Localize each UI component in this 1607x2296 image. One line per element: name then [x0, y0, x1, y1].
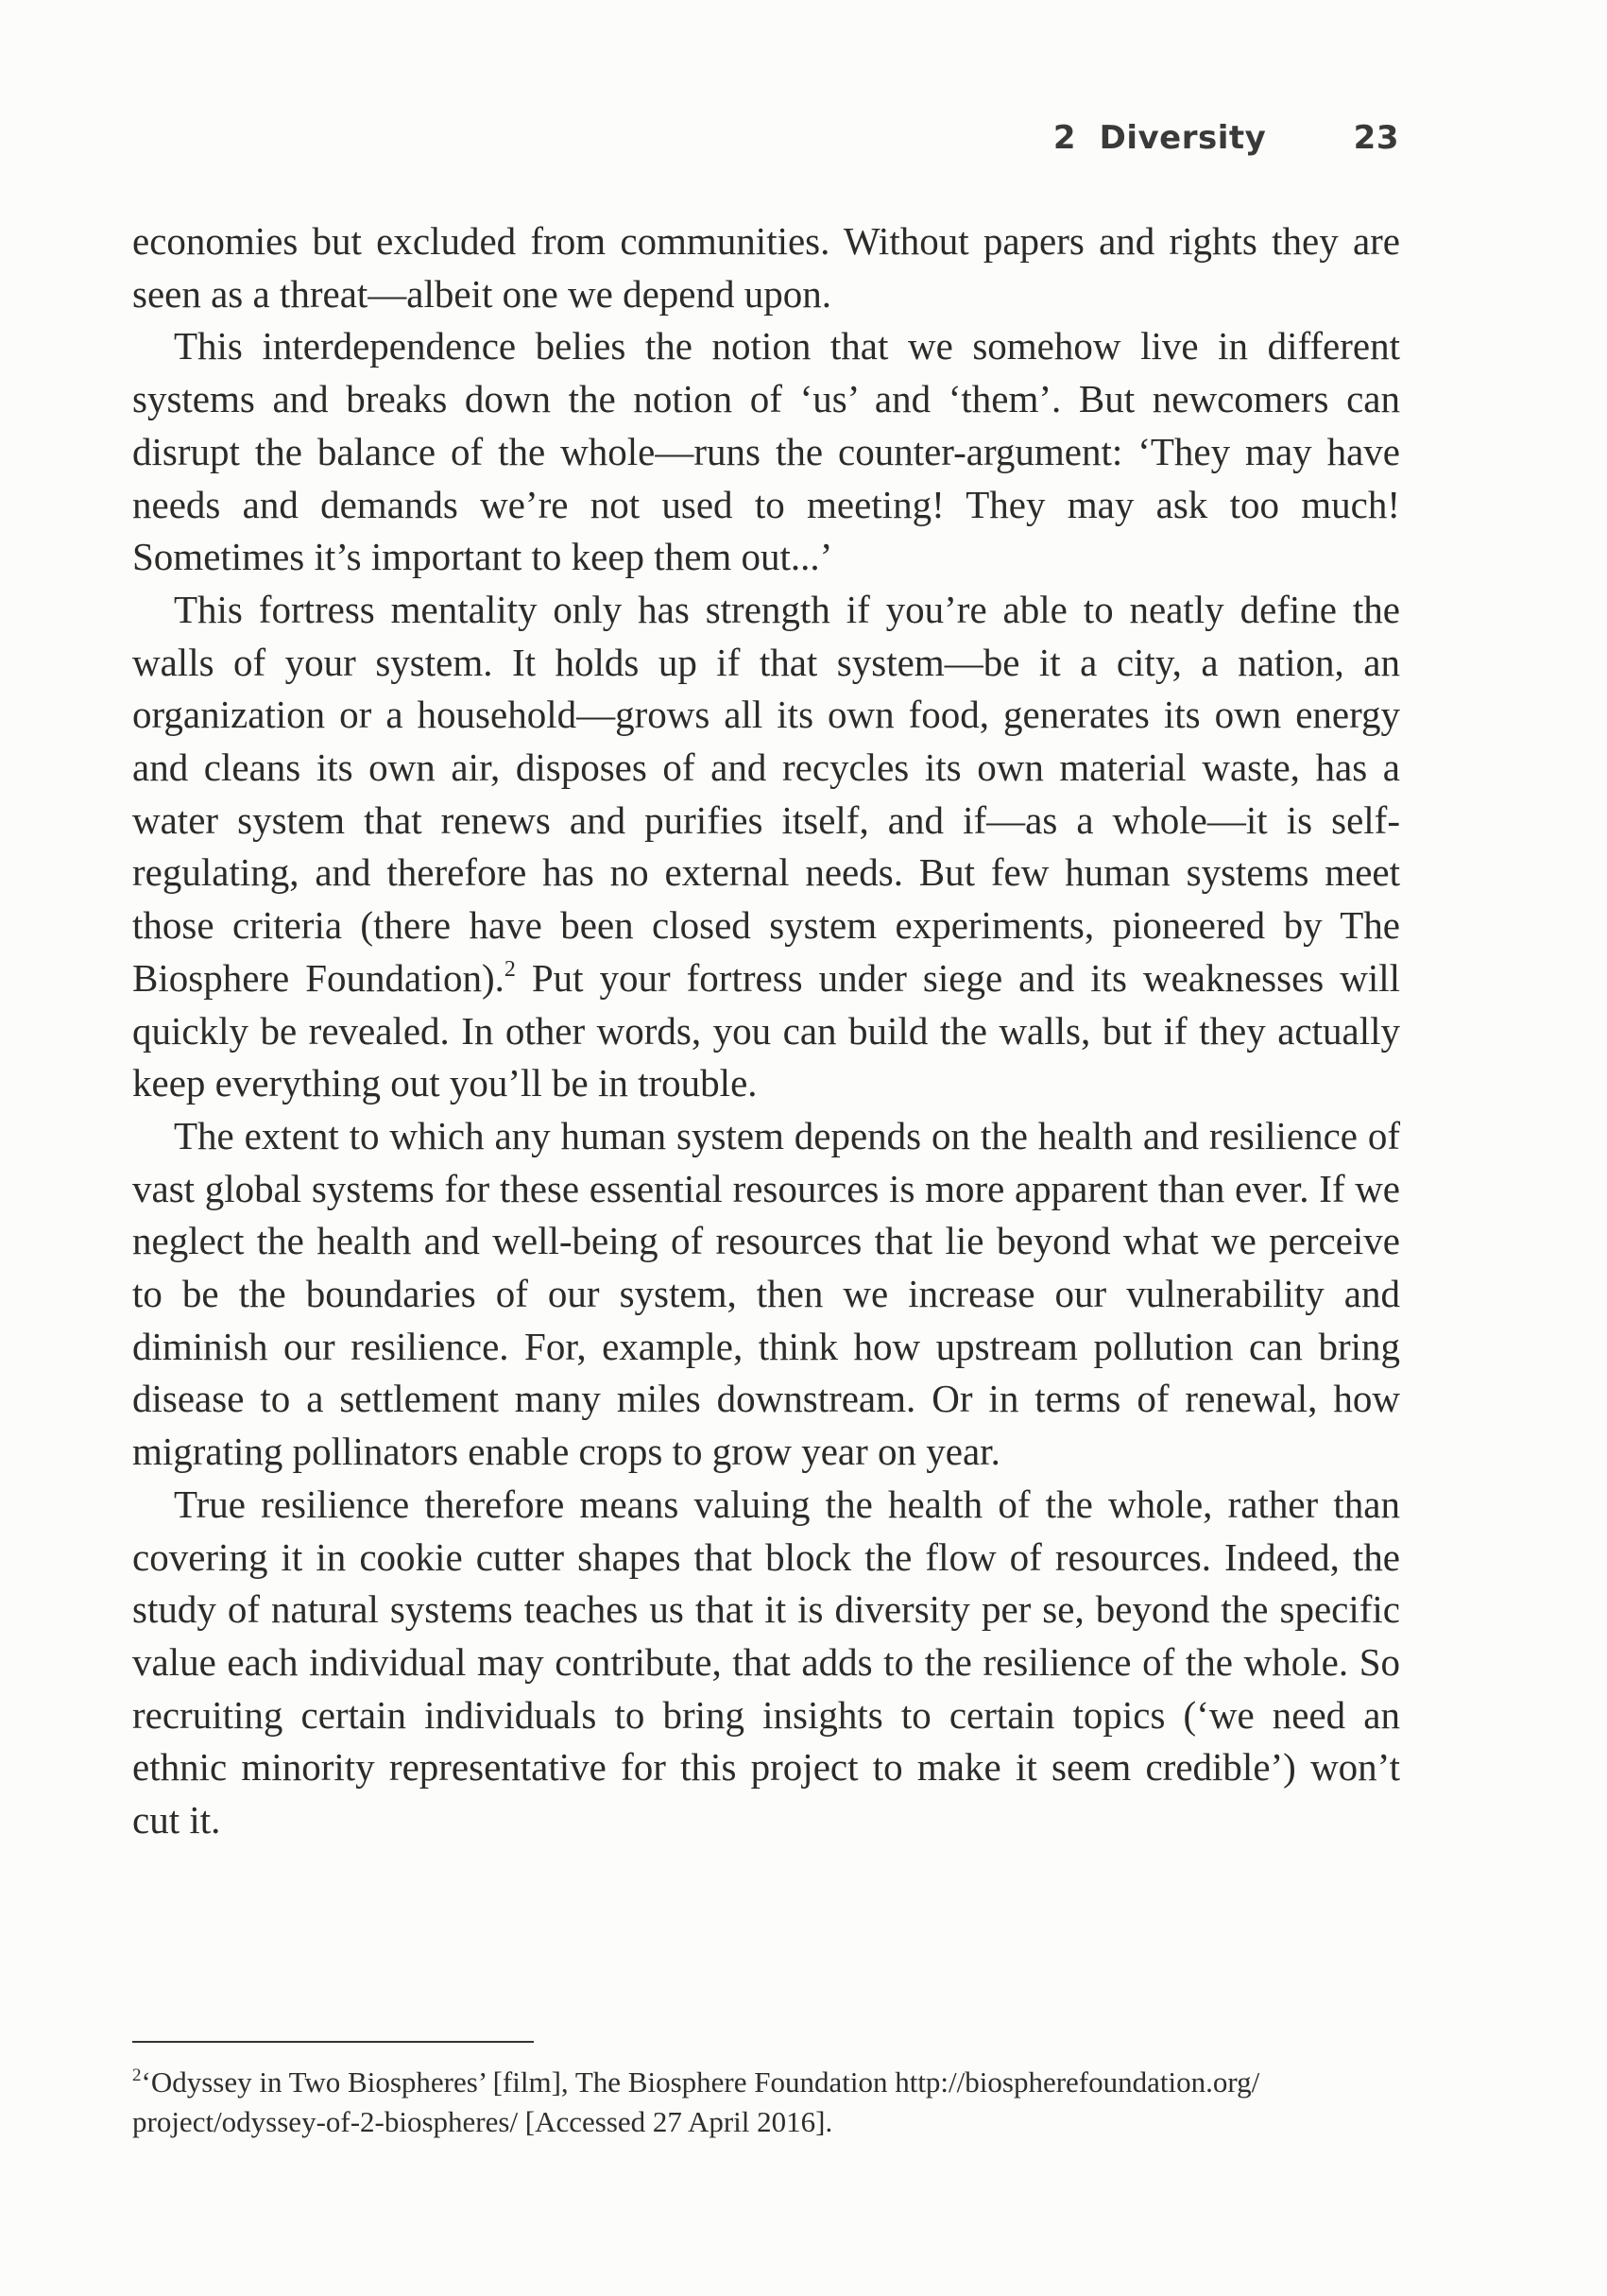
- footnote: [132, 2063, 1400, 2142]
- running-header: [1053, 119, 1399, 157]
- page-number: 23: [1353, 119, 1399, 157]
- footnote-reference[interactable]: 2: [504, 956, 516, 982]
- paragraph-3-part-b: Put your fortress under siege and its weaknesses will quickly be revealed. In other words, you can build the walls, but if they actually keep everything out you’ll be in trouble.: [132, 955, 1400, 1105]
- chapter-title: 2 Diversity: [1052, 119, 1267, 157]
- paragraph-1: economies but excluded from communities. Without papers and rights they are seen as a threat—albeit one we depend upon.: [132, 219, 1400, 316]
- paragraph-3-part-a: This fortress mentality only has strength if you’re able to neatly define the walls of your system. It holds up if that system—be it a city, a nation, an organization or a household—grows all its own food, generates its own energy and cleans its own air, disposes of and recycles its own material waste, has a water system that renews and purifies itself, and if—as a whole—it is self-regulating, and therefore has no external needs. But few human systems meet those criteria (there have been closed system experiments, pioneered by The Biosphere Foundation).: [132, 587, 1400, 1000]
- footnote-divider: [132, 2041, 534, 2043]
- footnote-marker: 2: [132, 2065, 142, 2085]
- paragraph-3: [132, 584, 1400, 1110]
- paragraph-4: The extent to which any human system depends on the health and resilience of vast global systems for these essential resources is more apparent than ever. If we neglect the health and well-being of resources that lie beyond what we perceive to be the boundaries of our system, then we increase our vulnerability and diminish our resilience. For, example, think how upstream pollution can bring disease to a settlement many miles downstream. Or in terms of renewal, how migrating pollinators enable crops to grow year on year.: [132, 1113, 1400, 1474]
- footnote-text: ‘Odyssey in Two Biospheres’ [film], The Biosphere Foundation http://biospherefoundation.org/ project/odyssey-of-2-biospheres/ [Accessed 27 April 2016].: [132, 2065, 1260, 2138]
- paragraph-5: True resilience therefore means valuing the health of the whole, rather than covering it in cookie cutter shapes that block the flow of resources. Indeed, the study of natural systems teaches us that it is diversity per se, beyond the specific value each individual may contribute, that adds to the resilience of the whole. So recruiting certain individuals to bring insights to certain topics (‘we need an ethnic minority representative for this project to make it seem credible’) won’t cut it.: [132, 1482, 1400, 1842]
- body-text: [132, 215, 1400, 1847]
- paragraph-2: This interdependence belies the notion that we somehow live in different systems and breaks down the notion of ‘us’ and ‘them’. But newcomers can disrupt the balance of the whole—runs the counter-argument: ‘They may have needs and demands we’re not used to meeting! They may ask too much! Sometimes it’s important to keep them out...’: [132, 324, 1400, 579]
